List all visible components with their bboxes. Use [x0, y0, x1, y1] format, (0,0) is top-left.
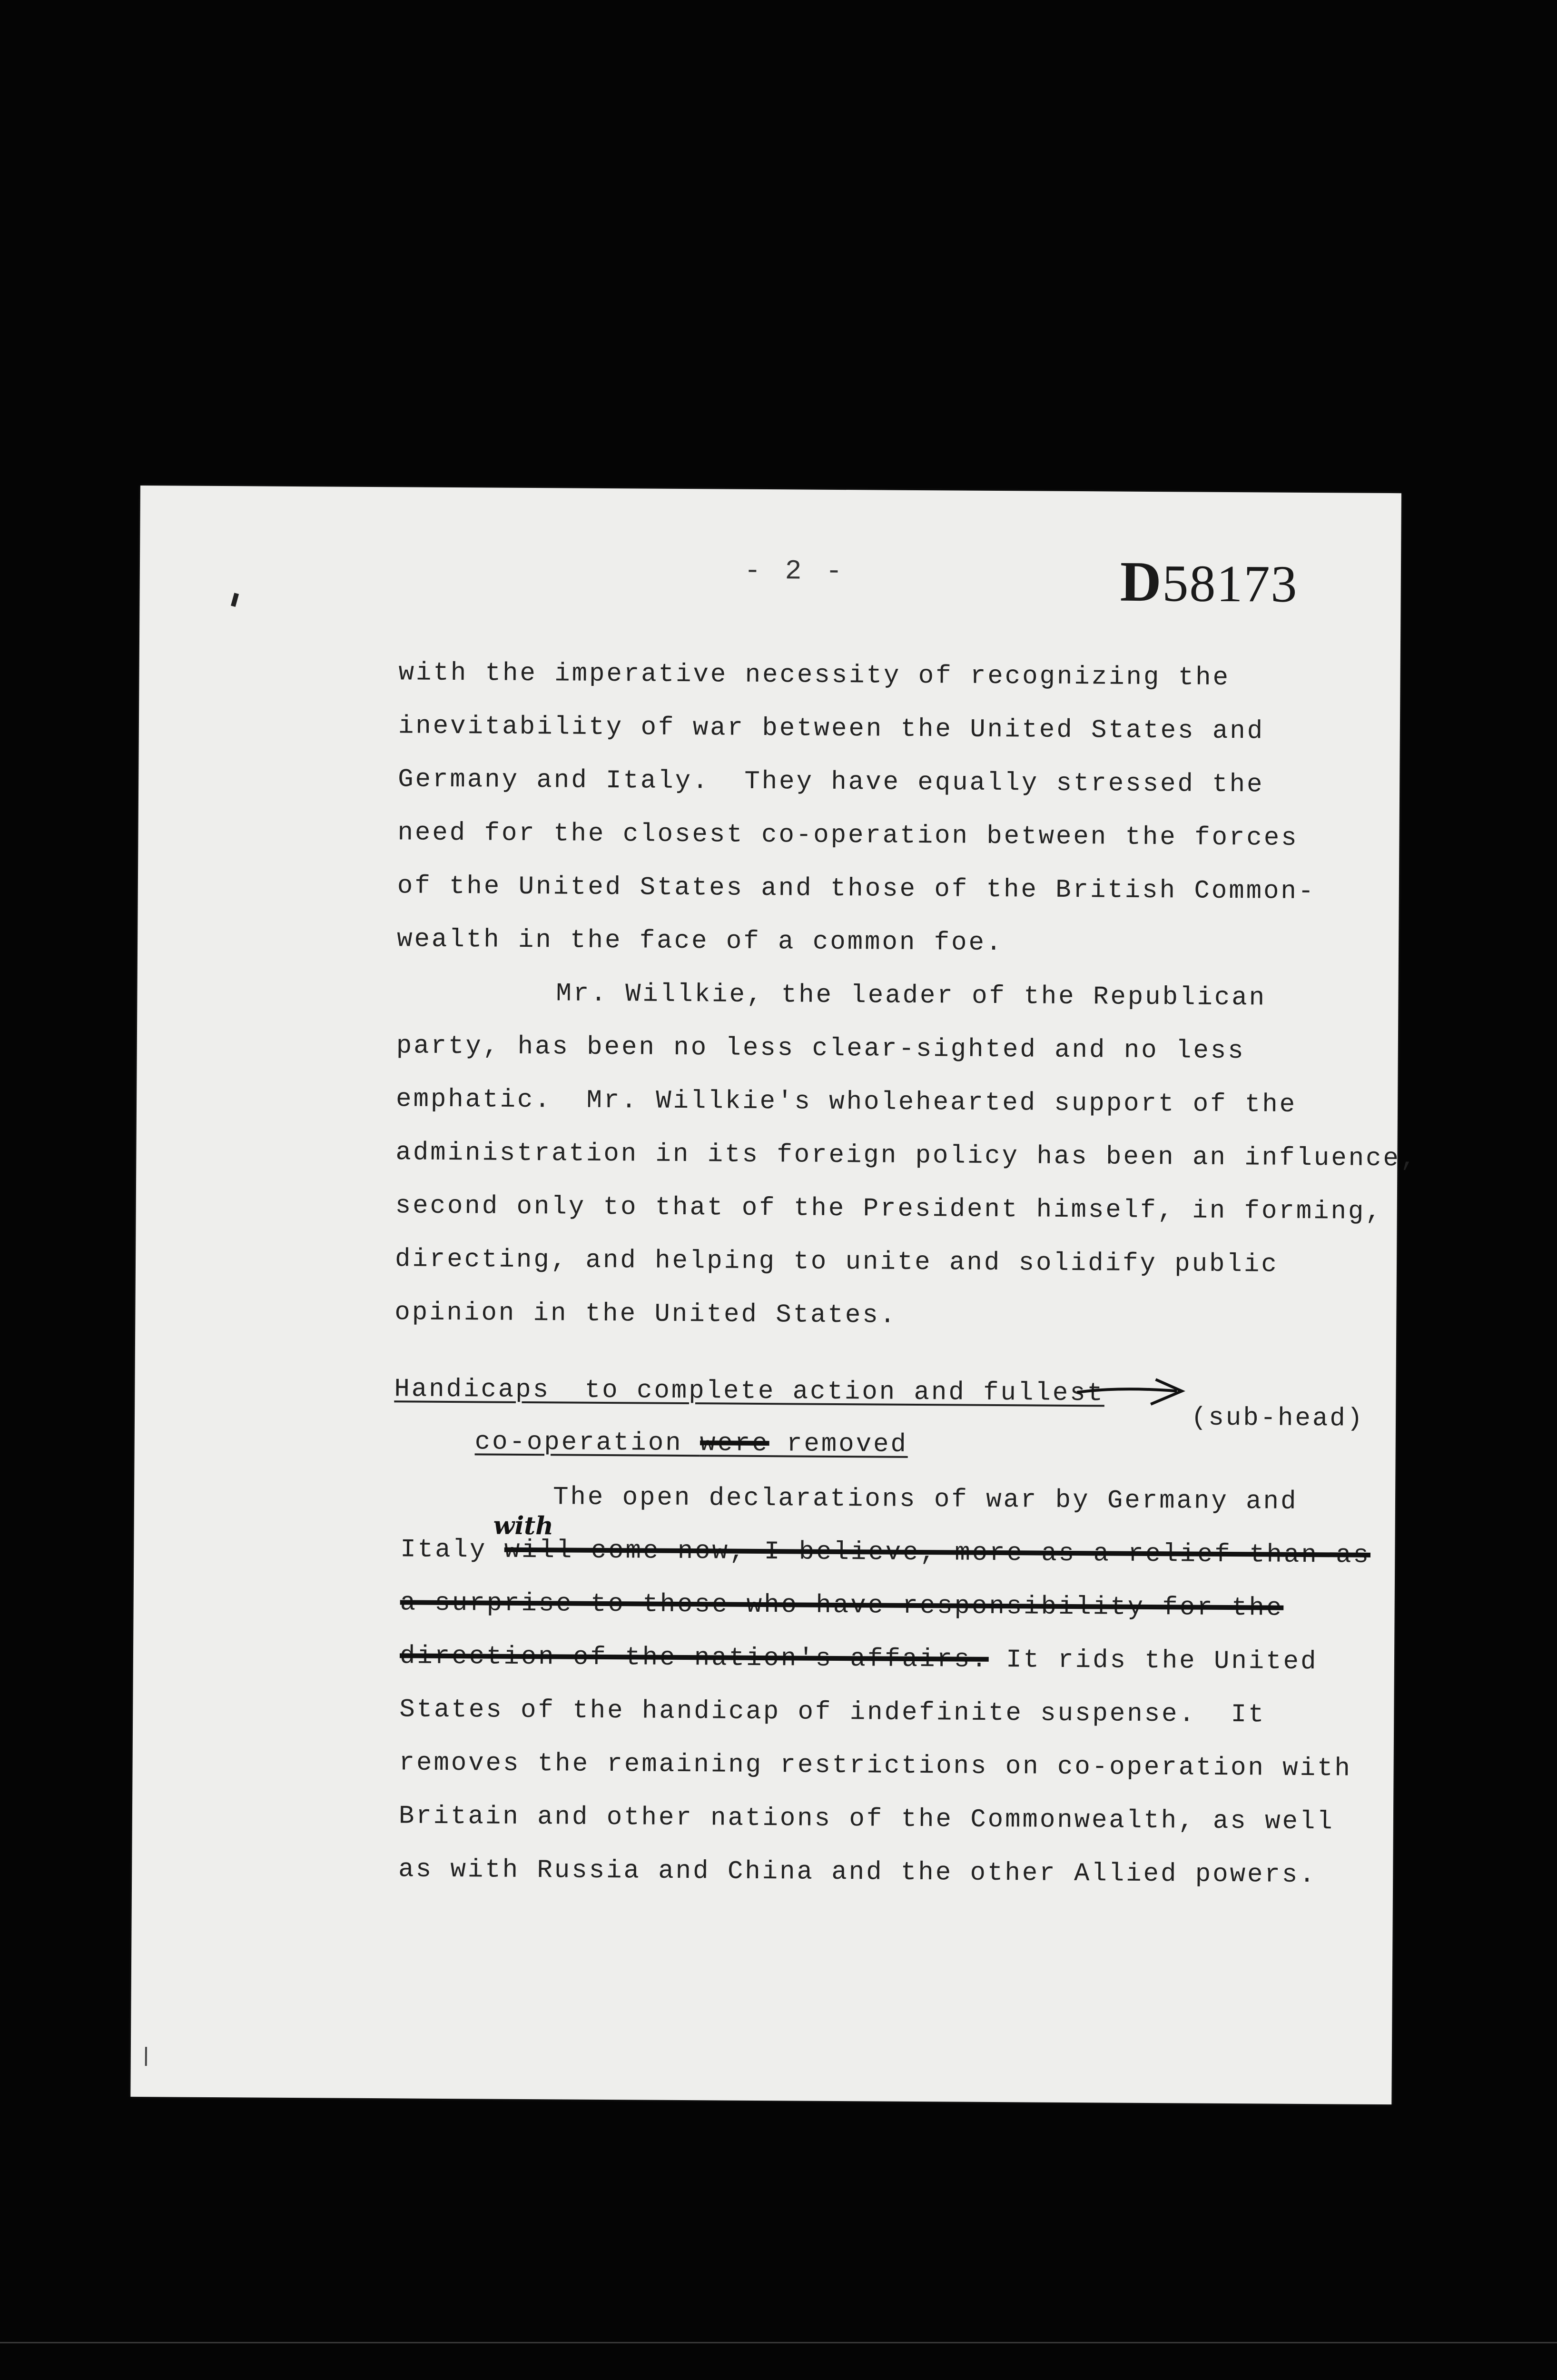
- document-id-stamp: [1120, 549, 1298, 615]
- body-line: as with Russia and China and the other Allied powers.: [398, 1855, 1317, 1890]
- body-line: with the imperative necessity of recognizing the: [398, 658, 1231, 693]
- struck-text: will come now, I believe, more as a relief than as: [504, 1536, 1371, 1570]
- body-line: administration in its foreign policy has been an influence,: [395, 1138, 1418, 1174]
- body-line: emphatic. Mr. Willkie's wholehearted support of the: [395, 1085, 1297, 1120]
- body-line: wealth in the face of a common foe.: [396, 925, 1004, 958]
- body-line: Germany and Italy. They have equally stressed the: [398, 765, 1264, 800]
- subhead-label: (sub-head): [1191, 1403, 1365, 1434]
- arrow-icon: [1074, 1374, 1189, 1408]
- document-page: [130, 486, 1418, 2104]
- document-id-prefix: D: [1120, 549, 1163, 614]
- body-text: It rids the United: [988, 1645, 1318, 1677]
- handwritten-insert: with: [493, 1511, 554, 1541]
- struck-line: a surprise to those who have responsibility for the: [400, 1588, 1284, 1623]
- body-line: inevitability of war between the United States and: [398, 712, 1265, 746]
- subhead-line-1: Handicaps to complete action and fullest: [394, 1375, 1105, 1408]
- page-number: - 2 -: [744, 555, 847, 588]
- body-line: States of the handicap of indefinite suspense. It: [399, 1695, 1266, 1730]
- body-line: directing, and helping to unite and solidify public: [394, 1245, 1279, 1279]
- struck-word: were: [700, 1429, 769, 1459]
- body-line: need for the closest co-operation between the forces: [397, 818, 1299, 853]
- body-line: Mr. Willkie, the leader of the Republican: [556, 979, 1267, 1013]
- body-line: The open declarations of war by Germany and: [552, 1483, 1298, 1517]
- subhead-line-2: [475, 1428, 908, 1459]
- struck-text: direction of the nation's affairs.: [399, 1642, 989, 1675]
- body-line: second only to that of the President himself, in forming,: [395, 1191, 1383, 1227]
- subhead-text: co-operation: [474, 1428, 700, 1458]
- document-id-number: 58173: [1162, 554, 1298, 613]
- body-line: opinion in the United States.: [394, 1298, 897, 1330]
- scanner-edge-line: [0, 2342, 1557, 2343]
- corner-mark: [231, 593, 239, 607]
- body-text: Italy: [400, 1535, 504, 1565]
- body-line: [400, 1642, 1318, 1676]
- edge-mark: [145, 2047, 147, 2066]
- body-line: of the United States and those of the British Common-: [397, 872, 1316, 907]
- body-line: removes the remaining restrictions on co-operation with: [399, 1748, 1352, 1784]
- body-line: party, has been no less clear-sighted and no less: [396, 1031, 1245, 1066]
- body-line: Britain and other nations of the Commonwealth, as well: [398, 1802, 1334, 1837]
- body-line: [400, 1535, 1370, 1570]
- subhead-text: removed: [769, 1429, 908, 1459]
